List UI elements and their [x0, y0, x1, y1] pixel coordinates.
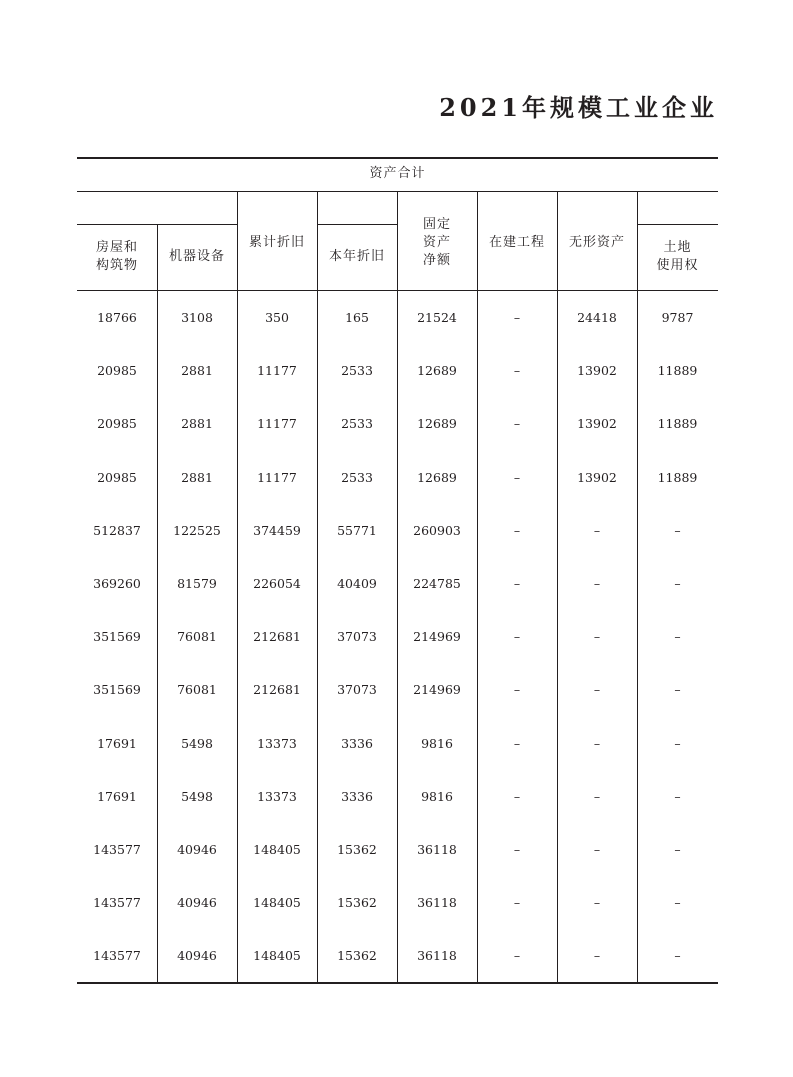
table-cell: 24418	[577, 310, 617, 325]
table-cell: 2881	[181, 469, 213, 485]
table-cell: 76081	[177, 629, 217, 645]
table-cell: 20985	[97, 416, 137, 432]
column-header-current-year-depreciation: 本年折旧	[328, 249, 385, 264]
table-cell: 9787	[661, 310, 694, 325]
table-cell: 3108	[181, 310, 213, 325]
table-cell: 122525	[173, 522, 221, 538]
table-cell: 143577	[93, 842, 141, 857]
table-cell: 143577	[93, 948, 141, 964]
table-cell: –	[513, 682, 521, 698]
column-header-land-use-rights: 土地 使用权	[656, 240, 699, 273]
table-cell: –	[593, 522, 601, 538]
table-top-rule	[77, 157, 718, 159]
table-cell: 81579	[177, 576, 217, 591]
table-cell: 9816	[421, 788, 453, 804]
table-cell: –	[593, 842, 601, 857]
table-cell: 36118	[417, 842, 457, 857]
table-cell: 224785	[413, 576, 461, 591]
table-cell: –	[593, 895, 601, 911]
table-cell: 11889	[657, 469, 698, 485]
table-cell: 40946	[177, 895, 217, 911]
table-cell: –	[513, 735, 521, 751]
table-cell: –	[593, 576, 601, 591]
table-cell: –	[513, 416, 521, 432]
table-cell: 12689	[417, 363, 457, 379]
table-cell: 13373	[257, 735, 297, 751]
table-cell: 37073	[337, 629, 377, 645]
table-cell: 15362	[337, 895, 377, 911]
table-cell: 40946	[177, 842, 217, 857]
column-header-machinery: 机器设备	[168, 249, 225, 264]
table-cell: –	[513, 522, 521, 538]
table-cell: –	[513, 842, 521, 857]
table-cell: –	[513, 629, 521, 645]
table-cell: 37073	[337, 682, 377, 698]
table-cell: 351569	[93, 682, 141, 698]
table-cell: –	[593, 788, 601, 804]
page-title: 2021年规模工业企业	[439, 93, 718, 122]
table-cell: –	[593, 682, 601, 698]
table-cell: 212681	[253, 629, 301, 645]
table-cell: 214969	[413, 629, 461, 645]
table-cell: –	[674, 948, 681, 964]
table-cell: 40409	[337, 576, 377, 591]
table-cell: 15362	[337, 842, 377, 857]
table-cell: 148405	[253, 895, 301, 911]
column-header-net-fixed-assets: 固定 资产 净额	[422, 217, 451, 268]
table-cell: 2533	[341, 469, 373, 485]
table-cell: 12689	[417, 416, 457, 432]
table-cell: 3336	[341, 735, 373, 751]
column-header-accumulated-depreciation: 累计折旧	[248, 235, 305, 250]
table-cell: –	[513, 310, 521, 325]
table-cell: –	[674, 682, 681, 698]
table-cell: 374459	[253, 522, 301, 538]
table-cell: 21524	[417, 310, 457, 325]
table-cell: 55771	[337, 522, 377, 538]
column-rule	[157, 224, 158, 983]
table-cell: 13902	[577, 469, 617, 485]
table-cell: –	[513, 576, 521, 591]
table-cell: 512837	[93, 522, 141, 538]
assets-table	[77, 157, 718, 984]
table-cell: 20985	[97, 469, 137, 485]
table-cell: –	[593, 948, 601, 964]
column-header-construction-in-progress: 在建工程	[488, 235, 545, 250]
table-cell: 148405	[253, 842, 301, 857]
table-cell: 5498	[181, 788, 213, 804]
table-cell: 13902	[577, 363, 617, 379]
table-cell: 17691	[97, 735, 137, 751]
table-cell: 260903	[413, 522, 461, 538]
table-cell: 148405	[253, 948, 301, 964]
table-cell: 165	[345, 310, 369, 325]
table-cell: 369260	[93, 576, 141, 591]
table-cell: 12689	[417, 469, 457, 485]
table-cell: 5498	[181, 735, 213, 751]
table-cell: 20985	[97, 363, 137, 379]
column-header-intangible-assets: 无形资产	[568, 235, 625, 250]
group-header: 资产合计	[369, 166, 426, 181]
table-cell: 2533	[341, 363, 373, 379]
table-cell: –	[674, 522, 681, 538]
table-cell: –	[674, 629, 681, 645]
table-cell: 11889	[657, 416, 698, 432]
table-cell: 143577	[93, 895, 141, 911]
table-cell: 15362	[337, 948, 377, 964]
table-cell: 40946	[177, 948, 217, 964]
table-cell: 3336	[341, 788, 373, 804]
table-cell: –	[674, 842, 681, 857]
table-cell: 18766	[97, 310, 137, 325]
table-cell: 11177	[257, 416, 297, 432]
table-cell: 9816	[421, 735, 453, 751]
table-cell: 13373	[257, 788, 297, 804]
table-cell: –	[593, 629, 601, 645]
table-cell: 11177	[257, 363, 297, 379]
table-cell: –	[674, 895, 681, 911]
table-cell: –	[674, 576, 681, 591]
table-cell: 2881	[181, 416, 213, 432]
table-cell: 11889	[657, 363, 698, 379]
subheader-rule-mid	[317, 224, 397, 225]
table-cell: –	[513, 895, 521, 911]
table-cell: 2533	[341, 416, 373, 432]
table-cell: –	[674, 735, 681, 751]
table-cell: –	[513, 788, 521, 804]
table-cell: 226054	[253, 576, 301, 591]
column-header-buildings: 房屋和 构筑物	[95, 240, 138, 273]
table-cell: 350	[265, 310, 289, 325]
table-cell: –	[513, 948, 521, 964]
table-cell: 17691	[97, 788, 137, 804]
table-cell: 36118	[417, 895, 457, 911]
table-cell: 2881	[181, 363, 213, 379]
table-cell: –	[513, 363, 521, 379]
table-cell: 11177	[257, 469, 297, 485]
table-cell: 351569	[93, 629, 141, 645]
table-cell: –	[593, 735, 601, 751]
table-cell: 214969	[413, 682, 461, 698]
table-cell: –	[513, 469, 521, 485]
table-cell: 76081	[177, 682, 217, 698]
table-cell: –	[674, 788, 681, 804]
table-cell: 13902	[577, 416, 617, 432]
table-cell: 36118	[417, 948, 457, 964]
subheader-rule-right	[637, 224, 718, 225]
table-cell: 212681	[253, 682, 301, 698]
